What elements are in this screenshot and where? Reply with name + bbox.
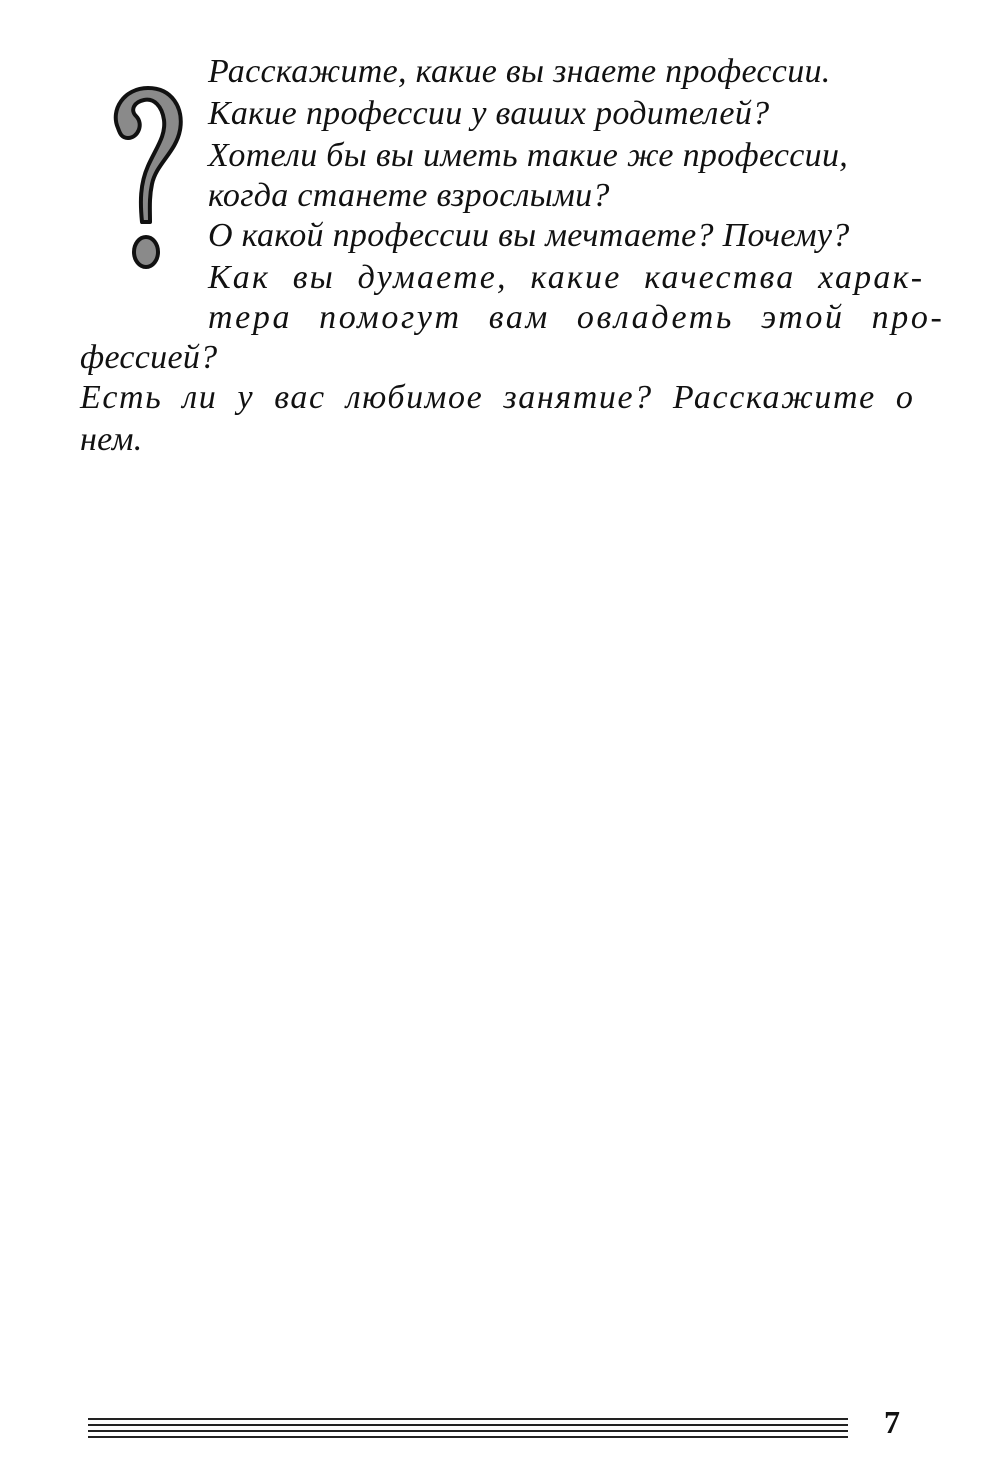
question-mark-dot (134, 237, 158, 267)
question-mark-icon (100, 80, 190, 280)
question-line: Как вы думаете, какие качества харак- (208, 259, 925, 296)
question-line: нем. (80, 421, 143, 458)
page-number: 7 (884, 1404, 900, 1440)
footer-rule (88, 1424, 848, 1426)
question-line: когда станете взрослыми? (208, 177, 610, 214)
question-line: О какой профессии вы мечтаете? Почему? (208, 217, 850, 254)
question-line: Какие профессии у ваших родителей? (208, 95, 770, 132)
question-line: Есть ли у вас любимое занятие? Расскажите о (80, 379, 915, 416)
question-line: Расскажите, какие вы знаете профессии. (208, 53, 831, 90)
footer-rule (88, 1436, 848, 1438)
question-line: Хотели бы вы иметь такие же профессии, (208, 137, 849, 174)
question-line: фессией? (80, 339, 218, 376)
question-mark-hook (116, 88, 181, 222)
footer-rule (88, 1430, 848, 1432)
question-line: тера помогут вам овладеть этой про- (208, 299, 945, 336)
footer-rule (88, 1418, 848, 1420)
